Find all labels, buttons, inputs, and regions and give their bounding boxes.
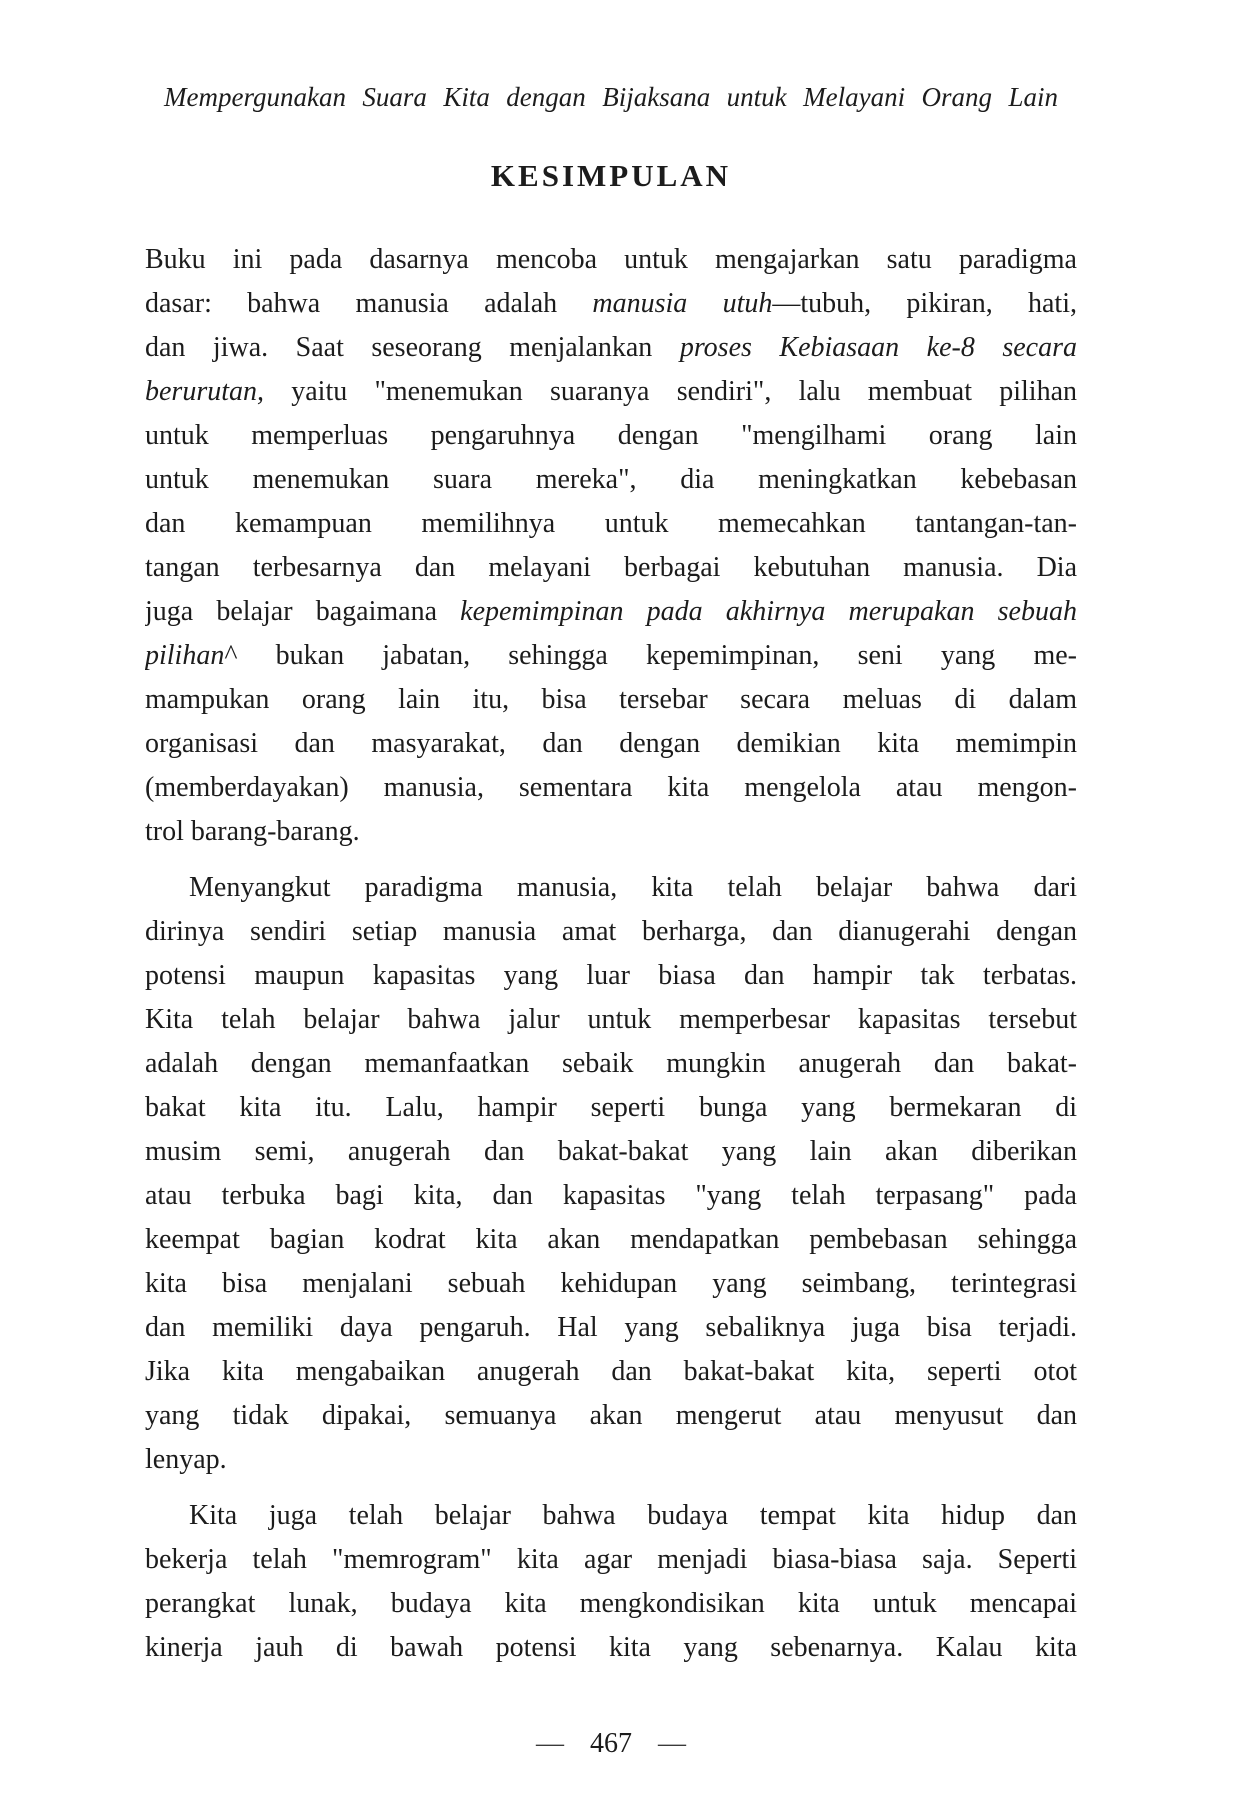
text-segment: juga belajar bagaimana [145,596,461,627]
text-segment: kinerja jauh di bawah potensi kita yang sebenarnya. Kalau kita [145,1632,1077,1663]
text-line [145,1086,1077,1130]
body-text [145,238,1077,1682]
text-line [145,1174,1077,1218]
text-line [145,502,1077,546]
text-line [145,910,1077,954]
text-line [145,866,1077,910]
text-line [145,1538,1077,1582]
text-segment: ^ bukan jabatan, sehingga kepemimpinan, seni yang me- [224,640,1077,671]
text-segment: (memberdayakan) manusia, sementara kita mengelola atau mengon- [145,772,1077,803]
text-segment: mampukan orang lain itu, bisa tersebar secara meluas di dalam [145,684,1077,715]
text-line [145,810,1077,854]
text-line [145,1438,1077,1482]
text-line [145,766,1077,810]
italic-text-segment: pilihan [145,640,225,671]
text-line [145,1394,1077,1438]
text-line [145,1306,1077,1350]
text-segment: perangkat lunak, budaya kita mengkondisikan kita untuk mencapai [145,1588,1077,1619]
text-line [145,414,1077,458]
text-line [145,546,1077,590]
text-segment: potensi maupun kapasitas yang luar biasa dan hampir tak terbatas. [145,960,1077,991]
paragraph [145,238,1077,854]
page-footer [145,1722,1077,1766]
text-line [145,1626,1077,1670]
italic-text-segment: berurutan, [145,376,264,407]
text-segment: Buku ini pada dasarnya mencoba untuk mengajarkan satu paradigma [145,244,1077,275]
text-segment: dirinya sendiri setiap manusia amat berharga, dan dianugerahi dengan [145,916,1077,947]
text-segment: tangan terbesarnya dan melayani berbagai kebutuhan manusia. Dia [145,552,1077,583]
text-line [145,1218,1077,1262]
text-segment: Kita juga telah belajar bahwa budaya tempat kita hidup dan [189,1500,1077,1531]
chapter-title: KESIMPULAN [490,158,732,193]
page-number: 467 [590,1728,632,1759]
text-segment: Kita telah belajar bahwa jalur untuk memperbesar kapasitas tersebut [145,1004,1077,1035]
text-line [145,998,1077,1042]
footer-dash-right: — [658,1728,686,1759]
text-segment: Menyangkut paradigma manusia, kita telah belajar bahwa dari [189,872,1077,903]
text-line [145,678,1077,722]
text-segment: yaitu "menemukan suaranya sendiri", lalu membuat pilihan [264,376,1077,407]
paragraph [145,866,1077,1482]
text-line [145,326,1077,370]
text-line [145,722,1077,766]
text-line [145,590,1077,634]
text-segment: keempat bagian kodrat kita akan mendapatkan pembebasan sehingga [145,1224,1077,1255]
text-segment: Jika kita mengabaikan anugerah dan bakat-bakat kita, seperti otot [145,1356,1077,1387]
text-segment: adalah dengan memanfaatkan sebaik mungkin anugerah dan bakat- [145,1048,1077,1079]
text-line [145,1494,1077,1538]
paragraph [145,1494,1077,1670]
running-header: Mempergunakan Suara Kita dengan Bijaksana untuk Melayani Orang Lain [164,82,1058,112]
text-line [145,1262,1077,1306]
text-segment: kita bisa menjalani sebuah kehidupan yang seimbang, terintegrasi [145,1268,1077,1299]
text-line [145,634,1077,678]
text-segment: dasar: bahwa manusia adalah [145,288,593,319]
text-segment: dan memiliki daya pengaruh. Hal yang sebaliknya juga bisa terjadi. [145,1312,1077,1343]
text-line [145,458,1077,502]
text-segment: untuk memperluas pengaruhnya dengan "mengilhami orang lain [145,420,1077,451]
text-line [145,1582,1077,1626]
text-segment: musim semi, anugerah dan bakat-bakat yang lain akan diberikan [145,1136,1077,1167]
italic-text-segment: kepemimpinan pada akhirnya merupakan sebuah [460,596,1077,627]
text-line [145,1042,1077,1086]
text-segment: yang tidak dipakai, semuanya akan mengerut atau menyusut dan [145,1400,1077,1431]
footer-dash-left: — [536,1728,564,1759]
text-segment: trol barang-barang. [145,816,360,847]
text-line [145,370,1077,414]
text-segment: bekerja telah "memrogram" kita agar menjadi biasa-biasa saja. Seperti [145,1544,1077,1575]
text-segment: atau terbuka bagi kita, dan kapasitas "yang telah terpasang" pada [145,1180,1077,1211]
italic-text-segment: proses Kebiasaan ke-8 secara [679,332,1077,363]
text-segment: organisasi dan masyarakat, dan dengan demikian kita memimpin [145,728,1077,759]
text-line [145,1350,1077,1394]
text-line [145,238,1077,282]
text-segment: dan kemampuan memilihnya untuk memecahkan tantangan-tan- [145,508,1077,539]
text-line [145,1130,1077,1174]
text-segment: —tubuh, pikiran, hati, [772,288,1077,319]
text-segment: lenyap. [145,1444,227,1475]
italic-text-segment: manusia utuh [592,288,773,319]
text-line [145,282,1077,326]
text-segment: bakat kita itu. Lalu, hampir seperti bunga yang bermekaran di [145,1092,1077,1123]
text-segment: untuk menemukan suara mereka", dia meningkatkan kebebasan [145,464,1077,495]
text-segment: dan jiwa. Saat seseorang menjalankan [145,332,680,363]
text-line [145,954,1077,998]
